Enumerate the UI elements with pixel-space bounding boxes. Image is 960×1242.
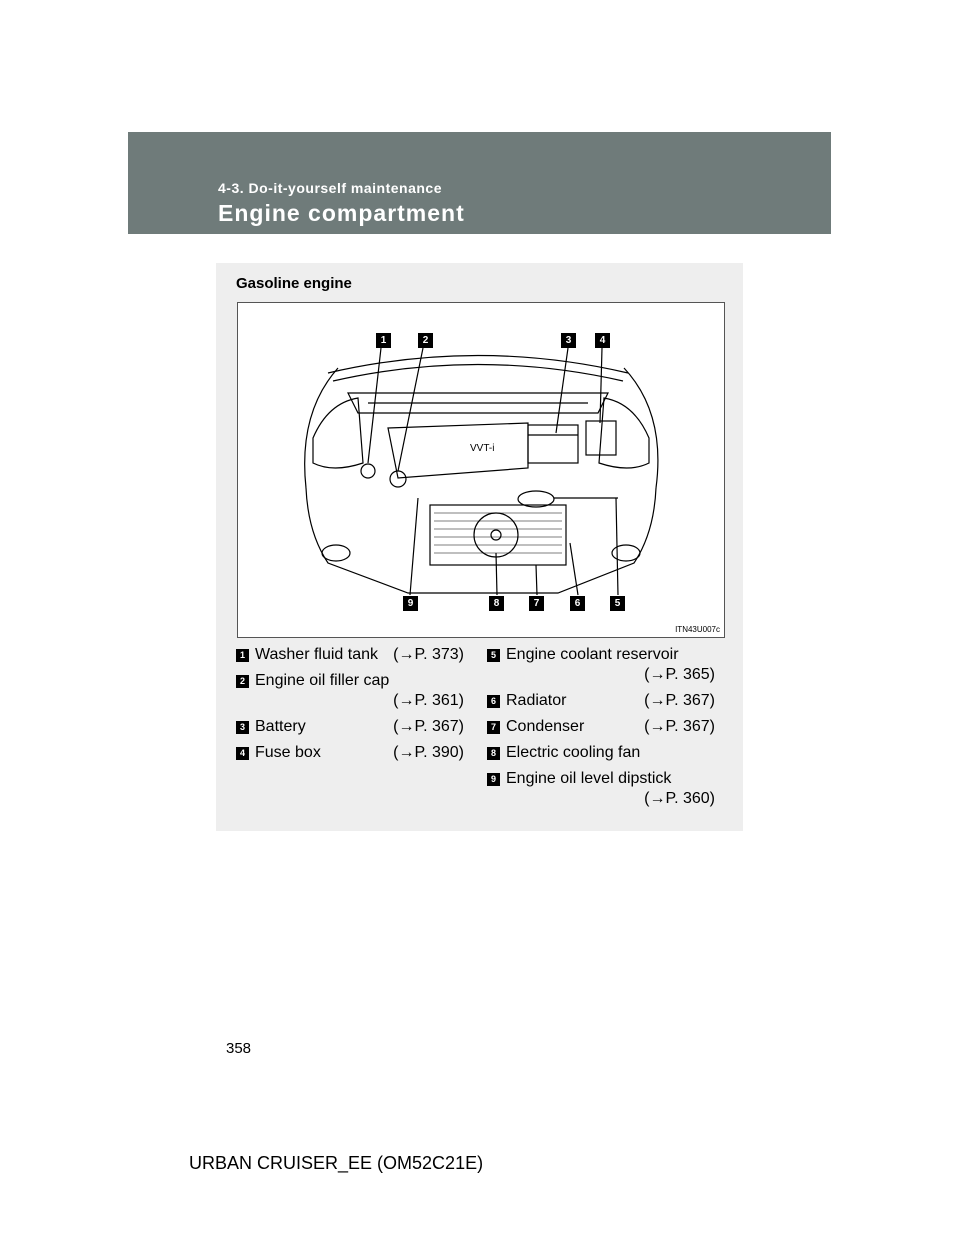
- panel-heading: Gasoline engine: [236, 275, 352, 292]
- engine-drawing: [238, 303, 724, 637]
- legend-item: [236, 645, 464, 665]
- engine-illustration: [237, 302, 725, 638]
- page-reference: (→P. 390): [393, 744, 464, 761]
- callout-8: 8: [489, 596, 504, 611]
- number-badge: 9: [487, 773, 500, 786]
- number-badge: 5: [487, 649, 500, 662]
- number-badge: 6: [487, 695, 500, 708]
- legend-item: [487, 645, 715, 685]
- page-reference: (→P. 373): [393, 646, 464, 663]
- section-label: 4-3. Do-it-yourself maintenance: [218, 180, 442, 196]
- page-reference: (→P. 367): [393, 718, 464, 735]
- item-name: Fuse box: [255, 744, 321, 761]
- page-reference: (→P. 360): [644, 790, 715, 807]
- item-name: Battery: [255, 718, 306, 735]
- page-reference: (→P. 361): [393, 692, 464, 709]
- legend-item: [236, 717, 464, 737]
- item-name: Condenser: [506, 718, 585, 735]
- item-name: Radiator: [506, 692, 567, 709]
- callout-6: 6: [570, 596, 585, 611]
- figure-code: ITN43U007c: [675, 625, 720, 634]
- item-name: Engine coolant reservoir: [506, 646, 679, 663]
- number-badge: 8: [487, 747, 500, 760]
- number-badge: 3: [236, 721, 249, 734]
- legend-item: [487, 769, 715, 809]
- item-name: Electric cooling fan: [506, 744, 641, 761]
- item-name: Engine oil filler cap: [255, 672, 390, 689]
- callout-3: 3: [561, 333, 576, 348]
- page-title: Engine compartment: [218, 200, 465, 226]
- callout-1: 1: [376, 333, 391, 348]
- page-reference: (→P. 367): [644, 692, 715, 709]
- legend-item: [487, 691, 715, 711]
- legend-item: [487, 717, 715, 737]
- legend-item: [236, 671, 464, 711]
- callout-4: 4: [595, 333, 610, 348]
- content-panel: [216, 263, 743, 831]
- number-badge: 4: [236, 747, 249, 760]
- number-badge: 7: [487, 721, 500, 734]
- legend-left: [236, 645, 464, 769]
- svg-text:VVT-i: VVT-i: [470, 443, 495, 454]
- page-reference: (→P. 365): [644, 666, 715, 683]
- number-badge: 2: [236, 675, 249, 688]
- callout-5: 5: [610, 596, 625, 611]
- callout-7: 7: [529, 596, 544, 611]
- number-badge: 1: [236, 649, 249, 662]
- page-reference: (→P. 367): [644, 718, 715, 735]
- callout-9: 9: [403, 596, 418, 611]
- page-number: 358: [226, 1040, 252, 1057]
- footer-model-code: URBAN CRUISER_EE (OM52C21E): [189, 1153, 484, 1173]
- legend-right: [487, 645, 715, 815]
- item-name: Engine oil level dipstick: [506, 770, 672, 787]
- legend-item: [236, 743, 464, 763]
- item-name: Washer fluid tank: [255, 646, 379, 663]
- section-header: [128, 132, 831, 234]
- callout-2: 2: [418, 333, 433, 348]
- legend-item: [487, 743, 715, 763]
